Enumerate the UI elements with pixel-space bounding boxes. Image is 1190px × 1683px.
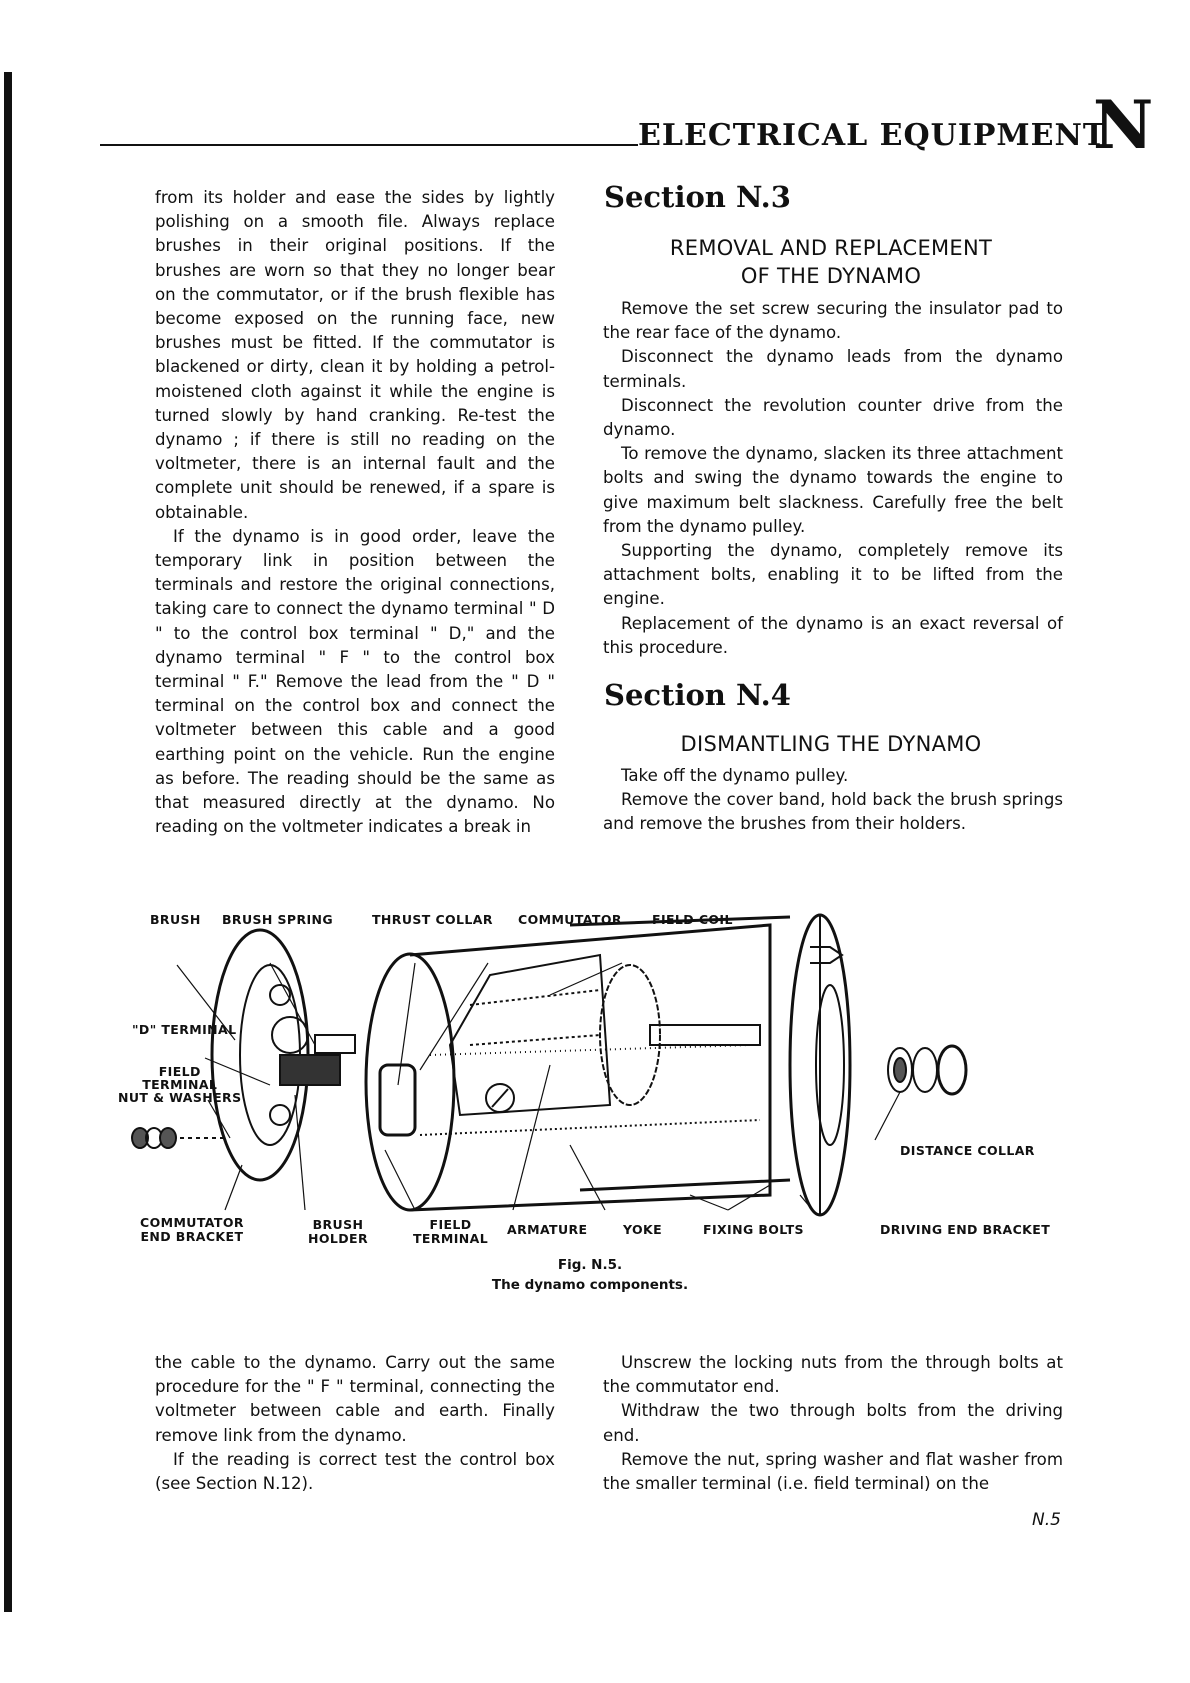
label-brush-spring: BRUSH SPRING [222, 912, 334, 927]
label-field-terminal [413, 1218, 488, 1246]
label-fixing-bolts: FIXING BOLTS [703, 1222, 804, 1237]
distance-collar-shape [888, 1046, 966, 1094]
subheading-line: OF THE DYNAMO [740, 264, 922, 288]
yoke-shape [366, 925, 770, 1210]
left-column-top [155, 186, 555, 839]
paragraph: Disconnect the revolution counter drive from the dynamo. [603, 395, 1063, 440]
paragraph: Remove the set screw securing the insulator pad to the rear face of the dynamo. [603, 299, 1063, 343]
label-d-terminal: "D" TERMINAL [132, 1022, 237, 1037]
paragraph: Replacement of the dynamo is an exact reversal of this procedure. [603, 613, 1063, 657]
section-n3-body [603, 297, 1063, 660]
paragraph: from its holder and ease the sides by lightly polishing on a smooth file. Always replace brushes in their original positions. If the brushes are worn so that they no longer bear on the commutator, or if the brush flexible has become exposed on the running face, new brushes must be fitted. If the commutator is blackened or dirty, clean it by holding a petrol-moistened cloth against it while the engine is turned slowly by hand cranking. Re-test the dynamo ; if there is still no reading on the voltmeter, there is an internal fault and the complete unit should be renewed, if a spare is obtainable. [155, 188, 555, 522]
paragraph: Supporting the dynamo, completely remove its attachment bolts, enabling it to be lifted from the engine. [603, 541, 1063, 609]
label-line: HOLDER [308, 1231, 368, 1246]
section-letter: N [1093, 86, 1154, 164]
section-n4-body [603, 764, 1063, 837]
label-line: FIELD [429, 1217, 472, 1232]
dynamo-exploded-diagram [130, 895, 1030, 1255]
label-brush-holder [308, 1218, 368, 1246]
section-heading-n4: Section N.4 [604, 678, 791, 712]
paragraph: Unscrew the locking nuts from the through bolts at the commutator end. [603, 1353, 1063, 1397]
label-field-terminal-nut-washers [118, 1065, 241, 1104]
left-column-bottom [155, 1351, 555, 1496]
label-line: END BRACKET [140, 1229, 244, 1244]
label-line: TERMINAL [413, 1231, 489, 1246]
fixing-bolts-shape [570, 917, 790, 1190]
label-commutator: COMMUTATOR [518, 912, 622, 927]
header-rule [100, 144, 638, 146]
label-brush: BRUSH [150, 912, 201, 927]
paragraph: Withdraw the two through bolts from the driving end. [603, 1401, 1063, 1445]
label-commutator-end-bracket [140, 1216, 244, 1244]
subheading-n4: DISMANTLING THE DYNAMO [680, 732, 982, 756]
subheading-n3 [604, 234, 1058, 290]
label-distance-collar: DISTANCE COLLAR [900, 1143, 1035, 1158]
commutator-shape [380, 1065, 415, 1135]
label-driving-end-bracket: DRIVING END BRACKET [880, 1222, 1051, 1237]
binding-edge-bar [4, 72, 12, 1612]
label-line: COMMUTATOR [140, 1215, 244, 1230]
paragraph: the cable to the dynamo. Carry out the same procedure for the " F " terminal, connecting the voltmeter between cable and earth. Finally remove link from the dynamo. [155, 1353, 555, 1445]
armature-shape [450, 955, 760, 1115]
section-heading-n3: Section N.3 [604, 180, 791, 214]
label-line: TERMINAL [142, 1077, 218, 1092]
figure-caption: The dynamo components. [491, 1277, 689, 1293]
paragraph: Disconnect the dynamo leads from the dynamo terminals. [603, 347, 1063, 391]
label-yoke: YOKE [623, 1222, 663, 1237]
label-armature: ARMATURE [507, 1222, 588, 1237]
paragraph: Remove the cover band, hold back the brush springs and remove the brushes from their holders. [603, 790, 1063, 834]
paragraph: Remove the nut, spring washer and flat washer from the smaller terminal (i.e. field terminal) on the [603, 1449, 1063, 1494]
figure-number: Fig. N.5. [557, 1257, 623, 1273]
driving-end-bracket-shape [790, 915, 850, 1215]
label-line: BRUSH [312, 1217, 364, 1232]
paragraph: To remove the dynamo, slacken its three attachment bolts and swing the dynamo towards the engine to give maximum belt slackness. Carefully free the belt from the dynamo pulley. [603, 444, 1063, 536]
paragraph: If the dynamo is in good order, leave the temporary link in position between the terminals and restore the original connections, taking care to connect the dynamo terminal " D " to the control box terminal " D," and the dynamo terminal " F " to the control box terminal " F." Remove the lead from the " D " terminal on the control box and connect the voltmeter between this cable and a good earthing point on the vehicle. Run the engine as before. The reading should be the same as that measured directly at the dynamo. No reading on the voltmeter indicates a break in [155, 526, 555, 837]
right-column-bottom [603, 1351, 1063, 1496]
label-thrust-collar: THRUST COLLAR [372, 912, 493, 927]
field-terminal-nut-washers-shape [132, 1128, 225, 1148]
label-line: FIELD [158, 1064, 201, 1079]
page-number: N.5 [1032, 1510, 1061, 1530]
paragraph: If the reading is correct test the control box (see Section N.12). [155, 1449, 555, 1494]
subheading-line: REMOVAL AND REPLACEMENT [669, 236, 993, 260]
label-field-coil: FIELD COIL [652, 912, 733, 927]
paragraph: Take off the dynamo pulley. [621, 766, 849, 785]
label-line: NUT & WASHERS [118, 1090, 242, 1105]
header-title: ELECTRICAL EQUIPMENT [638, 118, 1107, 153]
